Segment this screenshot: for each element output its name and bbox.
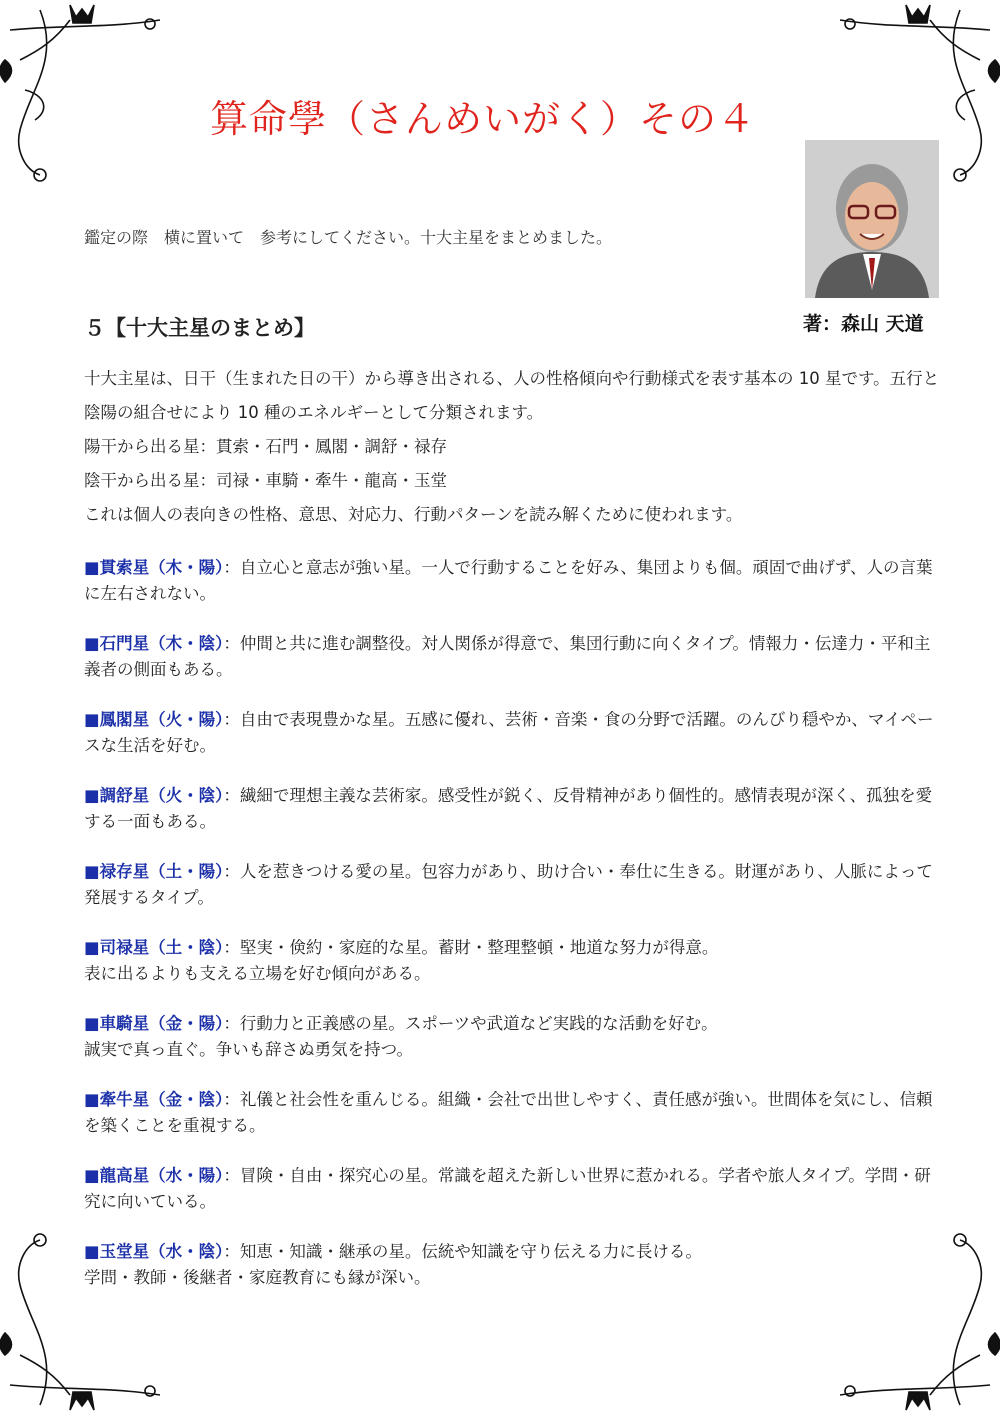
content-body: [84, 362, 942, 1315]
star-name: ■石門星（木・陰）: [84, 634, 224, 653]
summary-block: [84, 362, 942, 532]
star-desc: ：仲間と共に進む調整役。対人関係が得意で、集団行動に向くタイプ。情報力・伝達力・平和主義者の側面もある。: [84, 634, 931, 679]
intro-text: 鑑定の際 横に置いて 参考にしてください。十大主星をまとめました。: [84, 228, 613, 247]
star-list: [84, 555, 942, 1291]
author-photo: [805, 140, 939, 298]
star-entry-gyokudo: [84, 1239, 942, 1291]
star-name: ■貫索星（木・陽）: [84, 558, 224, 577]
star-entry-sekimon: [84, 631, 942, 683]
summary-yin-stars: 陰干から出る星：司禄・車騎・牽牛・龍高・玉堂: [84, 471, 447, 490]
star-entry-shaki: [84, 1011, 942, 1063]
summary-yang-stars: 陽干から出る星：貫索・石門・鳳閣・調舒・禄存: [84, 437, 447, 456]
star-name: ■玉堂星（水・陰）: [84, 1242, 224, 1261]
star-name: ■車騎星（金・陽）: [84, 1014, 224, 1033]
star-entry-shiroku: [84, 935, 942, 987]
star-name: ■鳳閣星（火・陽）: [84, 710, 224, 729]
star-desc-line2: 学問・教師・後継者・家庭教育にも縁が深い。: [84, 1268, 431, 1287]
star-desc: ：自由で表現豊かな星。五感に優れ、芸術・音楽・食の分野で活躍。のんびり穏やか、マイペースな生活を好む。: [84, 710, 934, 755]
author-credit: 著：森山 天道: [803, 313, 924, 335]
page-title: 算命學（さんめいがく）その４: [210, 97, 757, 141]
star-name: ■牽牛星（金・陰）: [84, 1090, 224, 1109]
section-title: ５【十大主星のまとめ】: [84, 316, 315, 340]
star-desc: ：冒険・自由・探究心の星。常識を超えた新しい世界に惹かれる。学者や旅人タイプ。学問・研究に向いている。: [84, 1166, 931, 1211]
star-desc: ：堅実・倹約・家庭的な星。蓄財・整理整頓・地道な努力が得意。: [223, 938, 719, 957]
star-desc-line2: 表に出るよりも支える立場を好む傾向がある。: [84, 964, 431, 983]
star-entry-ryuko: [84, 1163, 942, 1215]
summary-usage: これは個人の表向きの性格、意思、対応力、行動パターンを読み解くために使われます。: [84, 505, 743, 524]
star-name: ■調舒星（火・陰）: [84, 786, 224, 805]
star-entry-chojo: [84, 783, 942, 835]
star-desc: ：自立心と意志が強い星。一人で行動することを好み、集団よりも個。頑固で曲げず、人の言葉に左右されない。: [84, 558, 933, 603]
star-name: ■禄存星（土・陽）: [84, 862, 224, 881]
star-desc: ：礼儀と社会性を重んじる。組織・会社で出世しやすく、責任感が強い。世間体を気にし、信頼を築くことを重視する。: [84, 1090, 933, 1135]
summary-paragraph: 十大主星は、日干（生まれた日の干）から導き出される、人の性格傾向や行動様式を表す基本の 10 星です。五行と陰陽の組合せにより 10 種のエネルギーとして分類されます。: [84, 369, 940, 422]
star-desc: ：行動力と正義感の星。スポーツや武道など実践的な活動を好む。: [223, 1014, 718, 1033]
corner-ornament-top-left: [0, 0, 170, 200]
star-desc: ：人を惹きつける愛の星。包容力があり、助け合い・奉仕に生きる。財運があり、人脈によって発展するタイプ。: [84, 862, 933, 907]
star-entry-hokaku: [84, 707, 942, 759]
star-entry-rokuzon: [84, 859, 942, 911]
star-desc: ：知恵・知識・継承の星。伝統や知識を守り伝える力に長ける。: [223, 1242, 702, 1261]
star-desc: ：繊細で理想主義な芸術家。感受性が鋭く、反骨精神があり個性的。感情表現が深く、孤独を愛する一面もある。: [84, 786, 933, 831]
star-desc-line2: 誠実で真っ直ぐ。争いも辞さぬ勇気を持つ。: [84, 1040, 414, 1059]
star-name: ■龍高星（水・陽）: [84, 1166, 224, 1185]
star-entry-kengyu: [84, 1087, 942, 1139]
star-name: ■司禄星（土・陰）: [84, 938, 224, 957]
star-entry-kansaku: [84, 555, 942, 607]
